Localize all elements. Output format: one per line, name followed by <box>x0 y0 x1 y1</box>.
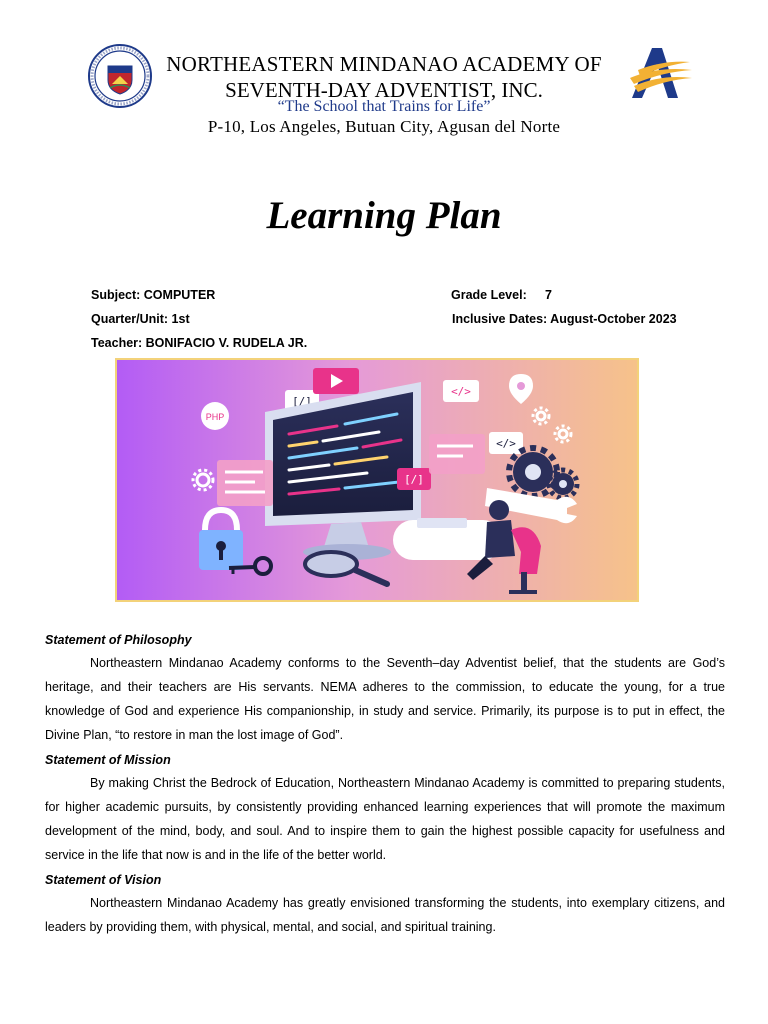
code-panel-icon <box>217 460 273 506</box>
vision-title: Statement of Vision <box>45 873 162 887</box>
code-tag-label: [/] <box>404 473 424 486</box>
quarter-field: Quarter/Unit: 1st <box>91 312 190 326</box>
code-panel-icon <box>429 434 485 474</box>
philosophy-title: Statement of Philosophy <box>45 633 192 647</box>
philosophy-text: Northeastern Mindanao Academy conforms to the Seventh–day Adventist belief, that the students are God’s heritage, and their teachers are His servants. NEMA adheres to the commission, to educate the young, for a true knowledge of God and experience His companionship, in study and service. Primarily, its purpose is to put in effect, the Divine Plan, “to restore in man the lost image of God”. <box>45 656 725 742</box>
code-tag-icon <box>443 380 479 402</box>
school-motto: “The School that Trains for Life” <box>277 98 491 115</box>
php-badge-label: PHP <box>205 412 225 422</box>
vision-text: Northeastern Mindanao Academy has greatly envisioned transforming the students, into exemplary citizens, and leaders by providing them, with physical, mental, and social, and spiritual training. <box>45 896 725 934</box>
mission-section <box>45 749 725 867</box>
teacher-field: Teacher: BONIFACIO V. RUDELA JR. <box>91 336 308 350</box>
document-title: Learning Plan <box>266 194 502 237</box>
php-badge-icon <box>201 402 229 430</box>
code-tag-label: </> <box>451 385 471 398</box>
mission-text: By making Christ the Bedrock of Education, Northeastern Mindanao Academy is committed to preparing students, for higher academic pursuits, by consistently providing enhanced learning experiences that will promote the maximum development of the mind, body, and soul. And to inspire them to gain the highest possible capacity for usefulness and service in the life that now is and in the life of the better world. <box>45 776 725 862</box>
mission-title: Statement of Mission <box>45 753 171 767</box>
grade-level-label: Grade Level: <box>451 288 527 302</box>
inclusive-dates-field: Inclusive Dates: August-October 2023 <box>452 312 677 326</box>
school-address: P-10, Los Angeles, Butuan City, Agusan del Norte <box>207 117 561 136</box>
letterhead <box>0 0 768 140</box>
philosophy-section <box>45 629 725 747</box>
subject-field: Subject: COMPUTER <box>91 288 216 302</box>
school-name-line1: NORTHEASTERN MINDANAO ACADEMY OF <box>166 52 602 76</box>
school-name-line2: SEVENTH-DAY ADVENTIST, INC. <box>225 78 543 102</box>
code-tag-icon <box>489 432 523 454</box>
code-tag-label: [/] <box>292 395 312 408</box>
code-tag-label: </> <box>496 437 516 450</box>
grade-level-value: 7 <box>545 288 552 302</box>
vision-section <box>45 869 725 939</box>
coding-illustration <box>117 360 637 600</box>
media-card-icon <box>313 368 359 394</box>
code-tag-icon <box>397 468 431 490</box>
adventist-logo-icon <box>628 44 694 100</box>
